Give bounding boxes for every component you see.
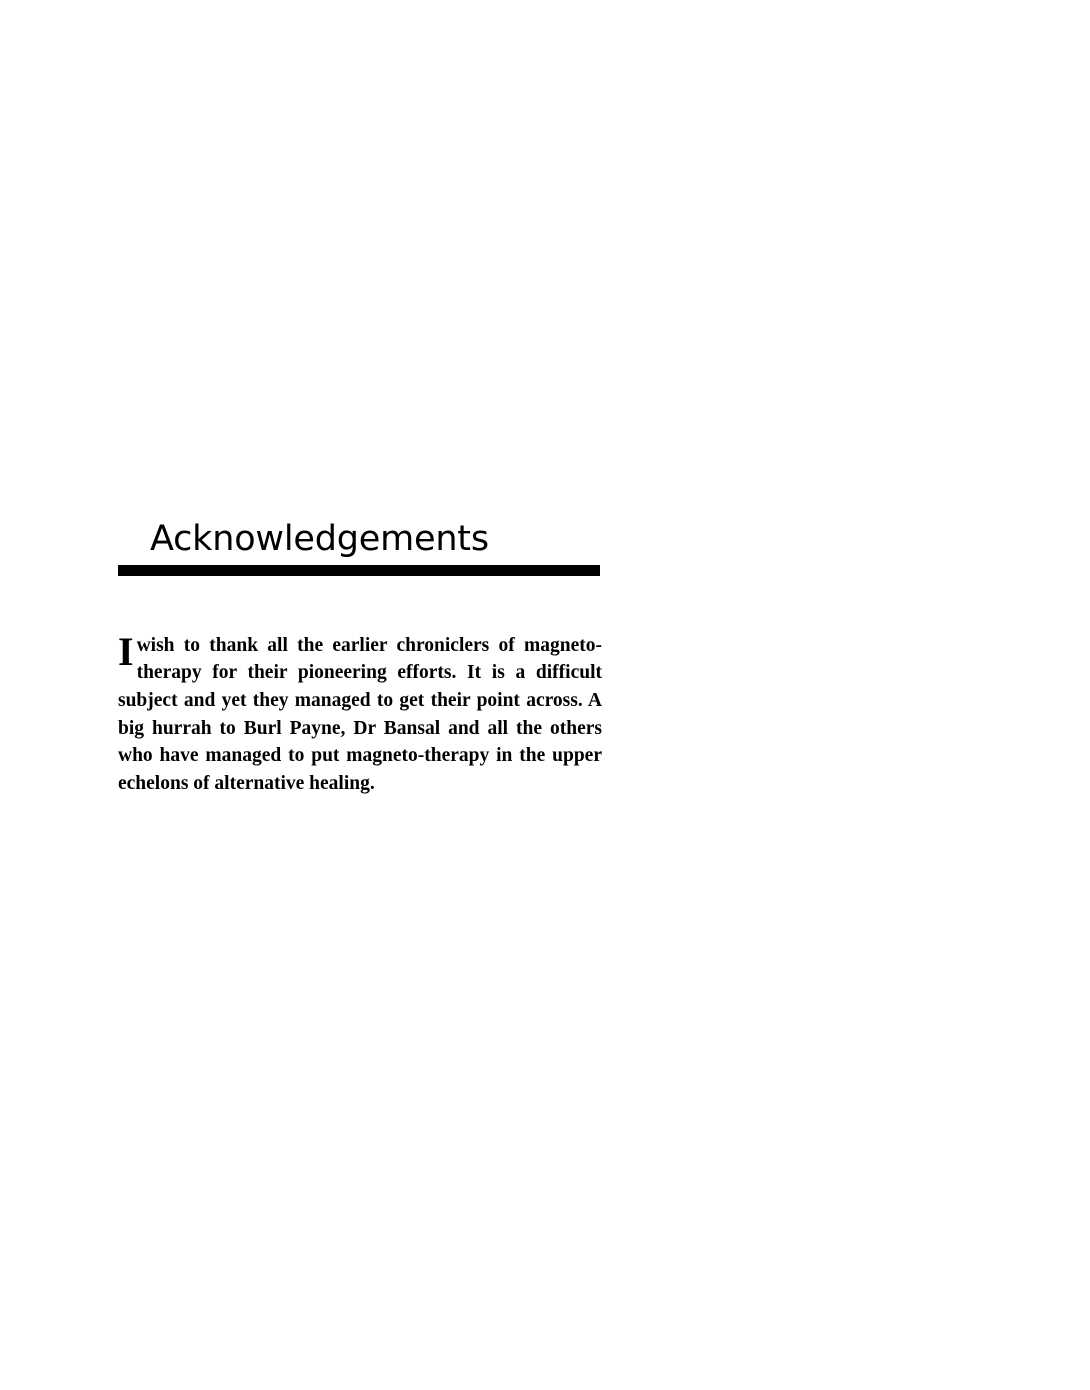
page-title: Acknowledgements: [150, 519, 489, 559]
acknowledgements-section: [118, 520, 608, 817]
acknowledgements-paragraph: [118, 628, 602, 798]
paragraph-text: wish to thank all the earlier chroniclers of magneto-therapy for their pioneering efforts. It is a difficult subject and yet they managed to get their point across. A big hurrah to Burl Payne, Dr Bansal and all the others who have managed to put magneto-therapy in the upper echelons of alternative healing.: [118, 634, 602, 794]
drop-cap: I: [118, 628, 134, 674]
title-divider: [118, 565, 600, 576]
